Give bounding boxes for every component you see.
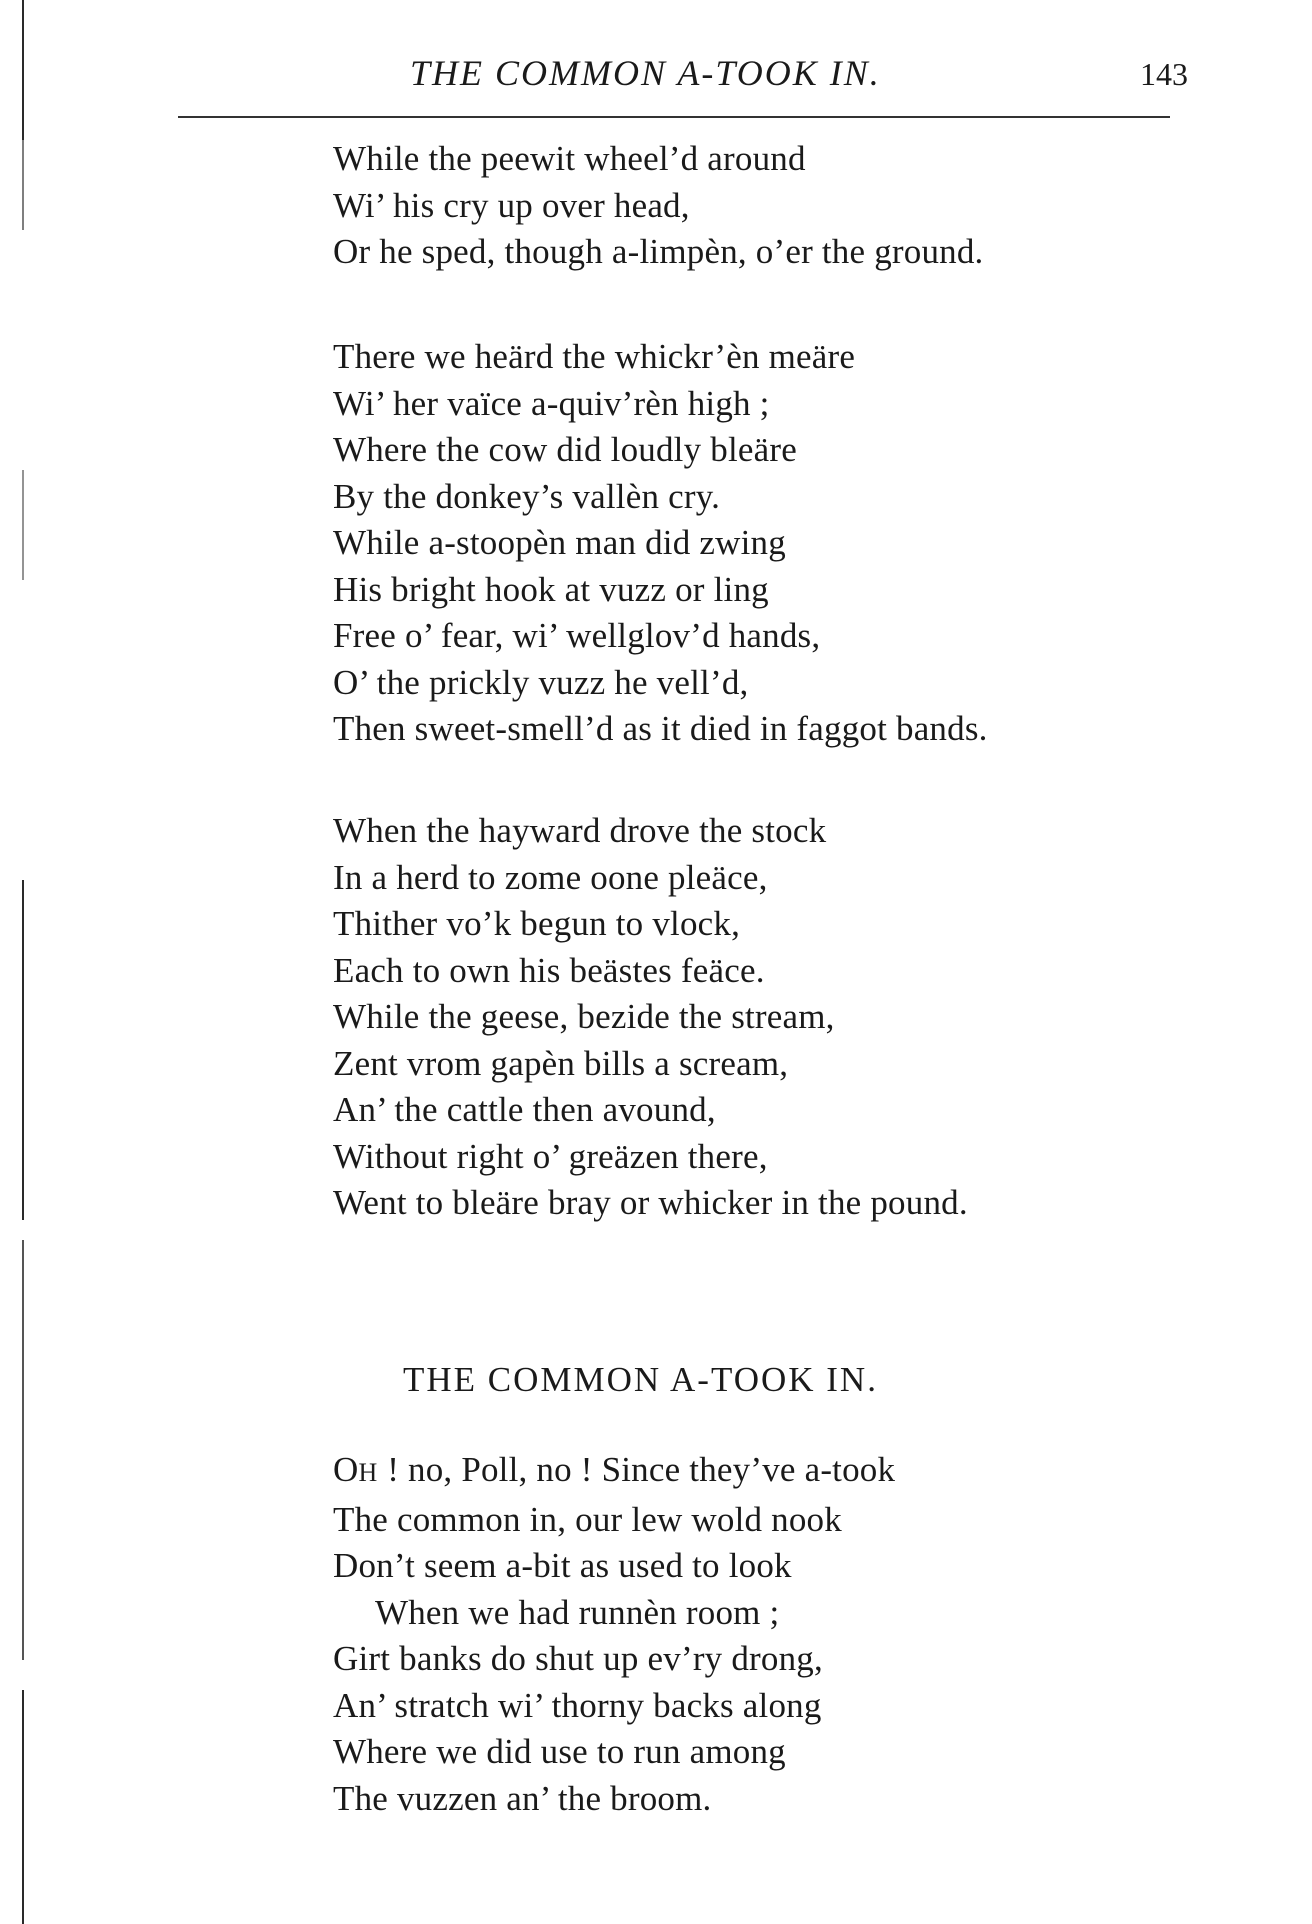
binding-edge-mark	[22, 1690, 24, 1924]
first-line-rest: ! no, Poll, no ! Since they’ve a-took	[378, 1450, 896, 1489]
verse-line: The common in, our lew wold nook	[333, 1499, 842, 1539]
poem-title: THE COMMON A-TOOK IN.	[403, 1360, 878, 1399]
stanza-2	[333, 334, 988, 753]
verse-line-first	[333, 1447, 895, 1497]
binding-edge-mark	[22, 880, 24, 1220]
drop-initial: O	[333, 1450, 359, 1489]
verse-line: Then sweet-smell’d as it died in faggot bands.	[333, 709, 988, 748]
verse-line: Went to bleäre bray or whicker in the pound.	[333, 1183, 968, 1222]
verse-line: In a herd to zome oone pleäce,	[333, 857, 768, 897]
verse-line: Each to own his beästes feäce.	[333, 950, 765, 990]
running-head	[0, 52, 1312, 100]
verse-line: Without right o’ greäzen there,	[333, 1136, 768, 1176]
binding-edge-mark	[22, 1240, 24, 1660]
verse-line: There we heärd the whickr’èn meäre	[333, 337, 856, 376]
stanza-3	[333, 808, 968, 1227]
verse-line: While a-stoopèn man did zwing	[333, 523, 786, 562]
verse-line: His bright hook at vuzz or ling	[333, 569, 769, 609]
verse-line: Free o’ fear, wi’ wellglov’d hands,	[333, 616, 821, 655]
verse-line: Where the cow did loudly bleäre	[333, 430, 797, 469]
poem-stanza-1	[333, 1447, 895, 1822]
verse-line: Thither vo’k begun to vlock,	[333, 904, 741, 943]
binding-edge-mark	[22, 140, 24, 230]
header-rule	[178, 116, 1170, 118]
small-caps-letters: H	[358, 1458, 379, 1487]
verse-line: When the hayward drove the stock	[333, 811, 827, 850]
verse-line: Girt banks do shut up ev’ry drong,	[333, 1639, 823, 1678]
verse-line: Wi’ his cry up over head,	[333, 185, 690, 225]
verse-line: While the peewit wheel’d around	[333, 139, 806, 178]
page-number: 143	[1140, 56, 1188, 92]
verse-line: Wi’ her vaïce a-quiv’rèn high ;	[333, 383, 770, 423]
stanza-1	[333, 136, 984, 276]
verse-line: By the donkey’s vallèn cry.	[333, 476, 721, 516]
verse-line: While the geese, bezide the stream,	[333, 997, 835, 1036]
binding-edge-mark	[22, 470, 24, 580]
verse-line: An’ the cattle then avound,	[333, 1090, 716, 1129]
verse-line: The vuzzen an’ the broom.	[333, 1778, 712, 1818]
verse-line: Or he sped, though a-limpèn, o’er the ground.	[333, 232, 984, 271]
verse-line: An’ stratch wi’ thorny backs along	[333, 1685, 822, 1725]
verse-line: Don’t seem a-bit as used to look	[333, 1546, 792, 1585]
verse-line: Zent vrom gapèn bills a scream,	[333, 1043, 789, 1083]
verse-line: O’ the prickly vuzz he vell’d,	[333, 662, 749, 702]
verse-line-indented: When we had runnèn room ;	[375, 1592, 780, 1632]
running-title: THE COMMON A-TOOK IN.	[410, 53, 881, 93]
verse-line: Where we did use to run among	[333, 1732, 786, 1771]
